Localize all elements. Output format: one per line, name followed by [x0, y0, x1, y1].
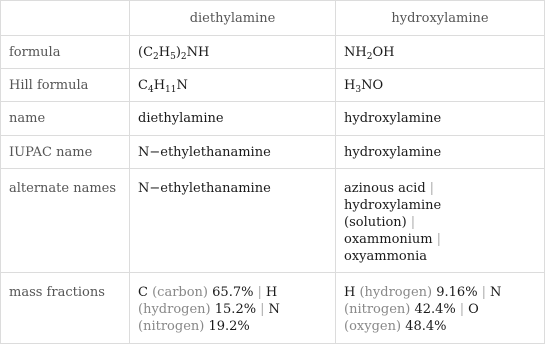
table-row-hill-formula: [1, 69, 545, 102]
name-hydroxylamine: hydroxylamine: [336, 102, 545, 136]
mass-fractions-diethylamine: [130, 273, 336, 344]
mass-fraction-line: (nitrogen) 19.2%: [138, 319, 250, 334]
alternate-names-hydroxylamine: [336, 169, 545, 273]
name-diethylamine: diethylamine: [130, 102, 336, 136]
header-row: [1, 1, 545, 36]
alternate-name-line: oxammonium |: [344, 232, 442, 247]
row-label-mass-fractions: mass fractions: [1, 273, 130, 344]
table-row-name: [1, 102, 545, 136]
row-label-formula: formula: [1, 36, 130, 69]
table-row-mass-fractions: [1, 273, 545, 344]
formula-hydroxylamine: $NH_2OH$: [336, 36, 545, 69]
column-header-hydroxylamine: hydroxylamine: [336, 1, 545, 36]
mass-fractions-hydroxylamine: [336, 273, 545, 344]
alternate-name-line: (solution) |: [344, 215, 416, 230]
hill-formula-hydroxylamine: $H_3NO$: [336, 69, 545, 102]
table-row-formula: [1, 36, 545, 69]
row-label-alternate-names: alternate names: [1, 169, 130, 273]
row-label-name: name: [1, 102, 130, 136]
iupac-name-diethylamine: N−ethylethanamine: [130, 136, 336, 169]
row-label-hill-formula: Hill formula: [1, 69, 130, 102]
mass-fraction-line: (hydrogen) 15.2% | N: [138, 302, 280, 317]
hill-formula-diethylamine: $C_4H_{11}N$: [130, 69, 336, 102]
iupac-name-hydroxylamine: hydroxylamine: [336, 136, 545, 169]
mass-fraction-line: H (hydrogen) 9.16% | N: [344, 285, 502, 300]
mass-fraction-line: (nitrogen) 42.4% | O: [344, 302, 479, 317]
mass-fraction-line: (oxygen) 48.4%: [344, 319, 447, 334]
alternate-name-line: oxyammonia: [344, 249, 428, 264]
alternate-name-line: azinous acid |: [344, 181, 435, 196]
alternate-names-diethylamine: N−ethylethanamine: [130, 169, 336, 273]
corner-cell: [1, 1, 130, 36]
column-header-diethylamine: diethylamine: [130, 1, 336, 36]
table-row-alternate-names: [1, 169, 545, 273]
alternate-name-line: hydroxylamine: [344, 198, 442, 213]
formula-diethylamine: $(C_2H_5)_2NH$: [130, 36, 336, 69]
mass-fraction-line: C (carbon) 65.7% | H: [138, 285, 278, 300]
table-row-iupac-name: [1, 136, 545, 169]
row-label-iupac-name: IUPAC name: [1, 136, 130, 169]
